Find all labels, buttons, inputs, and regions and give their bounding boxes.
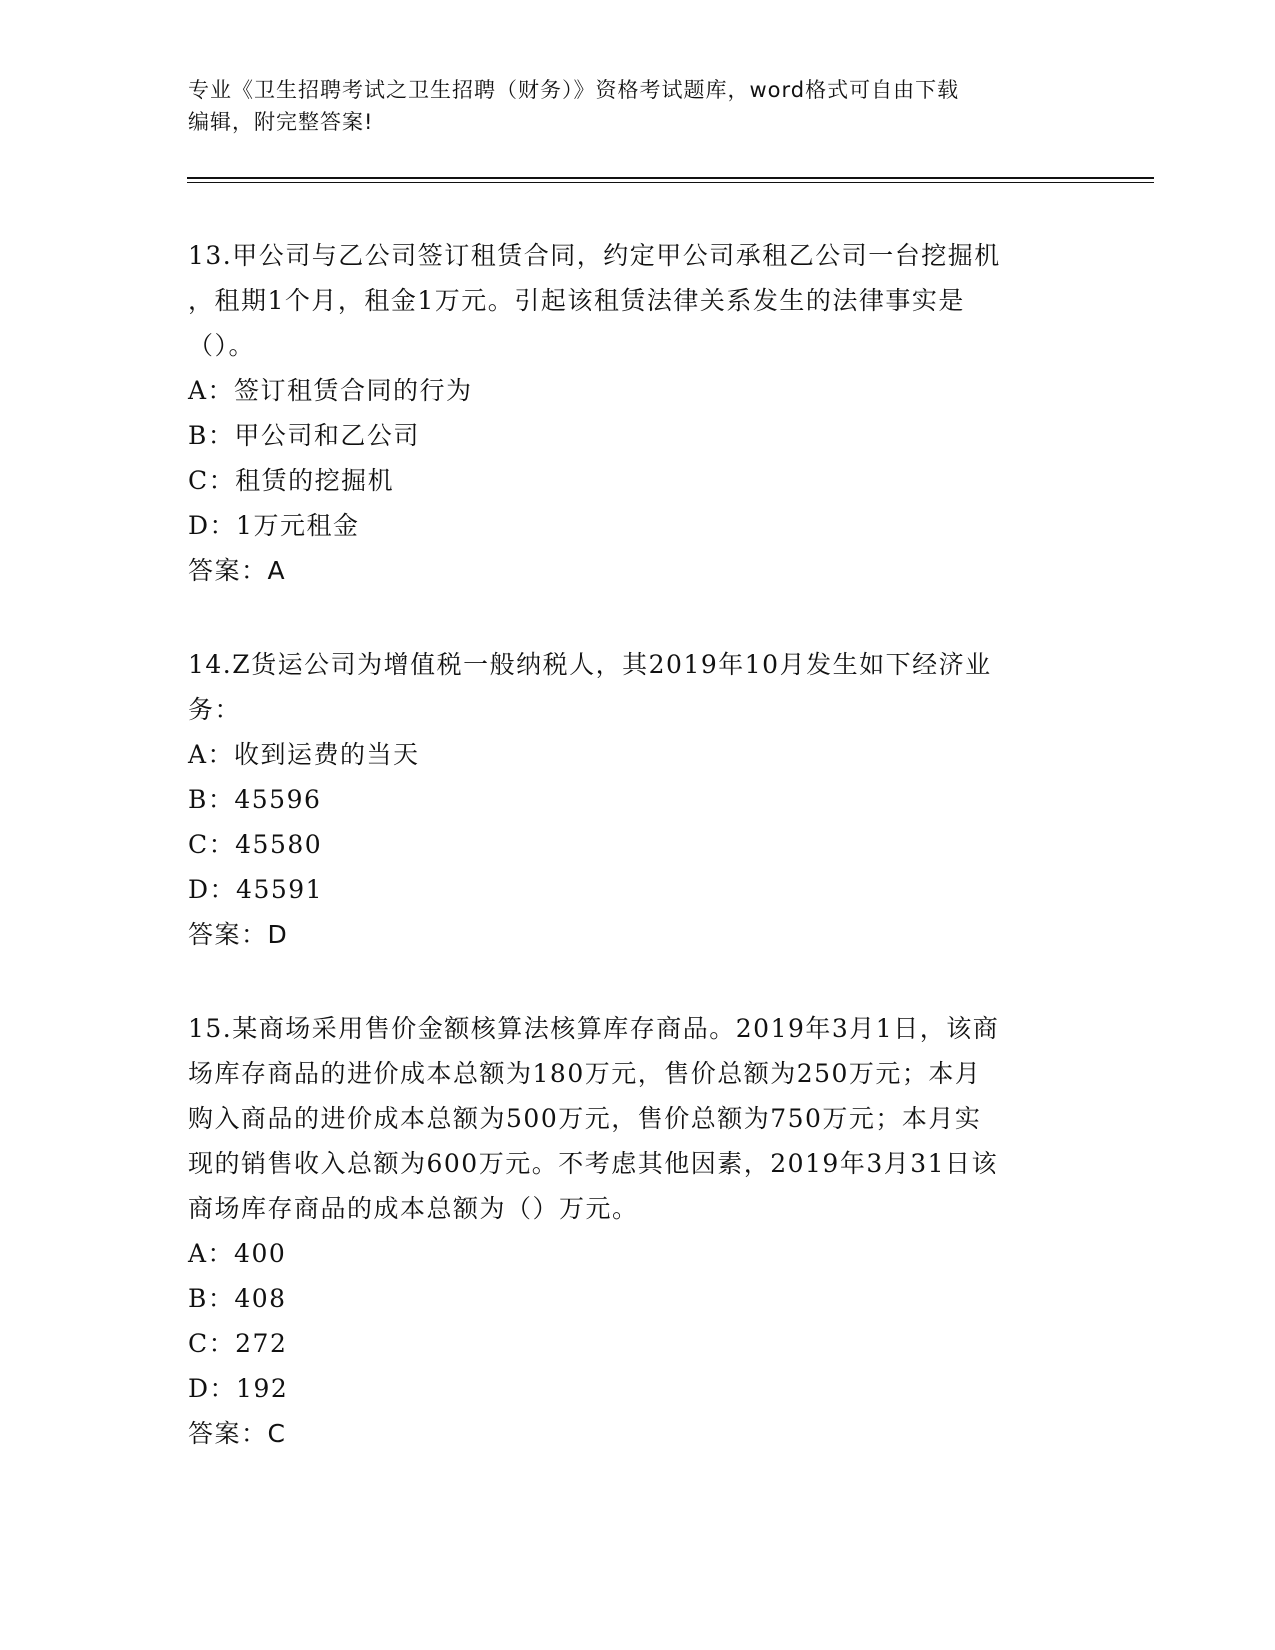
option-c: C：45580 bbox=[188, 830, 323, 859]
option-b: B：45596 bbox=[188, 785, 322, 814]
answer: 答案：C bbox=[188, 1419, 287, 1448]
header-line: 专业《卫生招聘考试之卫生招聘（财务）》资格考试题库，word格式可自由下载 bbox=[188, 78, 960, 102]
option-a: A：签订租赁合同的行为 bbox=[188, 376, 473, 405]
question-stem: ，租期1个月，租金1万元。引起该租赁法律关系发生的法律事实是 bbox=[188, 286, 965, 315]
answer: 答案：D bbox=[188, 920, 289, 949]
document-header bbox=[188, 74, 1088, 138]
question-stem: 现的销售收入总额为600万元。不考虑其他因素，2019年3月31日该 bbox=[188, 1149, 999, 1178]
option-d: D：1万元租金 bbox=[188, 511, 360, 540]
question-stem: 购入商品的进价成本总额为500万元，售价总额为750万元；本月实 bbox=[188, 1104, 982, 1133]
option-b: B：甲公司和乙公司 bbox=[188, 421, 420, 450]
option-a: A：400 bbox=[188, 1239, 287, 1268]
question-15 bbox=[188, 1006, 1088, 1456]
header-line: 编辑，附完整答案! bbox=[188, 110, 374, 134]
header-divider bbox=[187, 177, 1154, 179]
answer: 答案：A bbox=[188, 556, 287, 585]
option-c: C：租赁的挖掘机 bbox=[188, 466, 395, 495]
question-stem: 场库存商品的进价成本总额为180万元，售价总额为250万元；本月 bbox=[188, 1059, 982, 1088]
option-d: D：45591 bbox=[188, 875, 324, 904]
option-c: C：272 bbox=[188, 1329, 288, 1358]
option-b: B：408 bbox=[188, 1284, 287, 1313]
option-d: D：192 bbox=[188, 1374, 289, 1403]
question-stem: 14.Z货运公司为增值税一般纳税人，其2019年10月发生如下经济业 bbox=[188, 650, 992, 679]
question-stem: 13.甲公司与乙公司签订租赁合同，约定甲公司承租乙公司一台挖掘机 bbox=[188, 241, 1001, 270]
header-divider bbox=[187, 182, 1154, 183]
question-stem: 商场库存商品的成本总额为（）万元。 bbox=[188, 1194, 639, 1223]
question-stem: （）。 bbox=[188, 331, 256, 360]
question-stem: 务： bbox=[188, 695, 242, 724]
option-a: A：收到运费的当天 bbox=[188, 740, 420, 769]
question-13 bbox=[188, 233, 1088, 593]
question-stem: 15.某商场采用售价金额核算法核算库存商品。2019年3月1日，该商 bbox=[188, 1014, 1000, 1043]
question-14 bbox=[188, 642, 1088, 957]
